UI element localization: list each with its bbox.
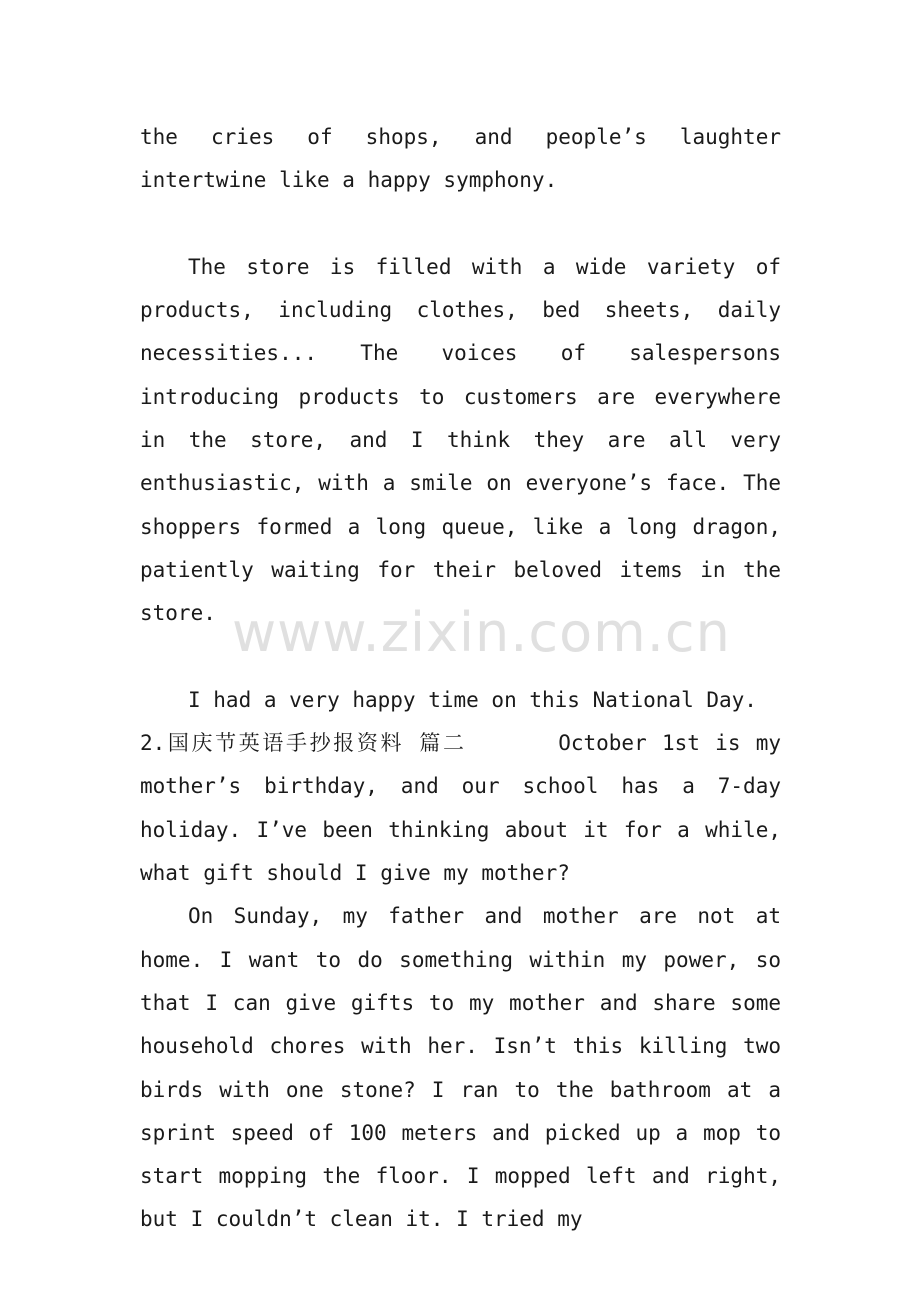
paragraph-1: the cries of shops, and people’s laughter intertwine like a happy symphony. <box>140 125 781 193</box>
paragraph-gap <box>140 636 781 679</box>
section-body: October 1st is my mother’s birthday, and our school has a 7-day holiday. I’ve been thinking about it for a while, what gift should I give my mother? <box>140 731 782 886</box>
paragraph-gap <box>140 203 781 246</box>
paragraph-5: On Sunday, my father and mother are not at home. I want to do something within my power, so that I can give gifts to my mother and share some household chores with her. Isn’t this killing two birds with one stone? I ran to the bathroom at a sprint speed of 100 meters and picked up a mop to start mopping the floor. I mopped left and right, but I couldn’t clean it. I tried my <box>140 904 781 1232</box>
watermark: www.zixin.com.cn <box>232 601 731 664</box>
paragraph-2: The store is filled with a wide variety of products, including clothes, bed sheets, daily necessities... The voices of salespersons introducing products to customers are everywhere in the store, and I think they are all very enthusiastic, with a smile on everyone’s face. The shoppers formed a long queue, like a long dragon, patiently waiting for their beloved items in the store. <box>140 254 781 626</box>
paragraph-3: I had a very happy time on this National Day. <box>188 687 757 712</box>
paragraph-4 <box>140 722 781 895</box>
document-body <box>140 116 781 1242</box>
section-heading: 2.国庆节英语手抄报资料 篇二 <box>140 731 467 756</box>
